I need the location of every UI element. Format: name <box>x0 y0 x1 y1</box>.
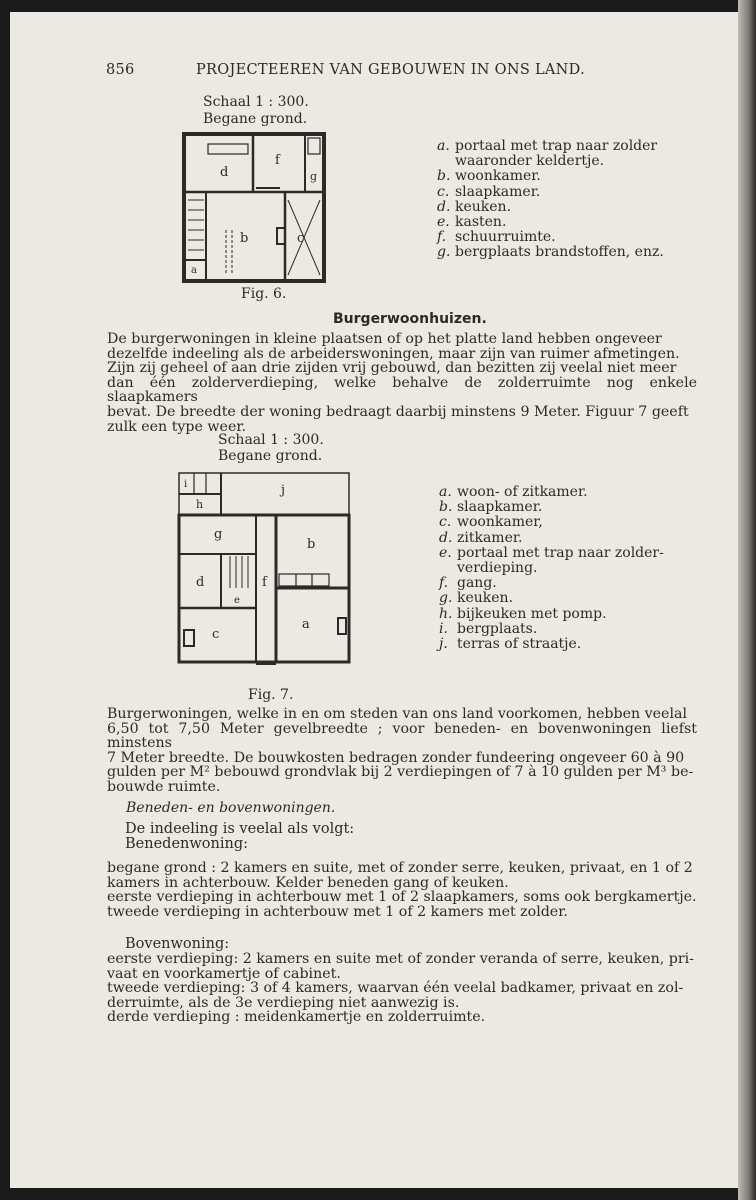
fig7-label-g: g <box>214 527 223 542</box>
fig6-caption: Fig. 6. <box>241 286 287 302</box>
bovenwoning-list: eerste verdieping: 2 kamers en suite met of zonder veranda of serre, keuken, pri- vaat en voorkamertje of cabinet. tweede verdieping: 3 of 4 kamers, waarvan één veelal badkamer, privaat en zol- derruimte, als de 3e verdieping niet aanwezig is. derde verdieping : meidenkamertje en zolderruimte. <box>107 951 694 1026</box>
fig6-floorplan <box>180 130 330 285</box>
benedenwoning-list: begane grond : 2 kamers en suite, met of zonder serre, keuken, privaat, en 1 of 2 kamers in achterbouw. Kelder beneden gang of keuken. eerste verdieping in achterbouw met 1 of 2 slaapkamers, soms ook bergkamertje. tweede verdieping in achterbouw met 1 of 2 kamers met zolder. <box>107 860 697 920</box>
fig7-label-b: b <box>307 537 316 552</box>
benedenwoning-label: Benedenwoning: <box>125 836 248 852</box>
fig7-label-e: e <box>234 595 240 606</box>
fig7-label-c: c <box>212 627 220 642</box>
fig7-legend-item: h. bijkeuken met pomp. <box>439 605 607 622</box>
bovenwoning-label: Bovenwoning: <box>125 936 230 952</box>
fig7-legend-item: j. terras of straatje. <box>439 636 582 653</box>
boven-intro: De indeeling is veelal als volgt: <box>125 821 355 837</box>
fig6-label-c: c <box>297 231 305 246</box>
fig7-legend <box>439 485 664 652</box>
fig7-legend-item: b. slaapkamer. <box>439 499 543 516</box>
fig7-legend-item: verdieping. <box>457 560 538 577</box>
fig7-label-h: h <box>196 498 204 511</box>
fig7-label-i: i <box>184 479 188 490</box>
fig7-legend-item: e. portaal met trap naar zolder- <box>439 544 664 561</box>
fig7-scale: Schaal 1 : 300. <box>218 432 324 448</box>
fig7-legend-item: d. zitkamer. <box>439 529 523 546</box>
section-heading-boven: Beneden- en bovenwoningen. <box>126 800 336 816</box>
fig6-legend-item: f. schuurruimte. <box>437 229 556 246</box>
page-edge <box>738 0 756 1200</box>
fig6-label-a: a <box>191 265 197 276</box>
fig6-legend-item: c. slaapkamer. <box>437 183 541 200</box>
fig7-legend-item: g. keuken. <box>439 590 514 607</box>
fig7-label-f: f <box>262 575 267 590</box>
fig7-label-a: a <box>302 617 310 632</box>
fig6-floor: Begane grond. <box>203 111 308 127</box>
fig7-legend-item: a. woon- of zitkamer. <box>439 484 588 500</box>
fig7-caption: Fig. 7. <box>248 687 294 703</box>
fig7-legend-item: c. woonkamer, <box>439 514 543 531</box>
fig6-legend-item: b. woonkamer. <box>437 168 541 185</box>
fig6-legend-item: a. portaal met trap naar zolder <box>437 138 658 154</box>
fig6-scale: Schaal 1 : 300. <box>203 94 309 110</box>
page-number: 856 <box>106 62 135 78</box>
paragraph-costs: Burgerwoningen, welke in en om steden van ons land voorkomen, hebben veelal 6,50 tot 7,50 Meter gevelbreedte ; voor beneden- en bovenwoningen liefst minstens 7 Meter breedte. De bouwkosten bedragen zonder fundeering ongeveer 60 à 90 gulden per M² bebouwd grondvlak bij 2 verdiepingen of 7 à 10 gulden per M³ be- bouwde ruimte. <box>107 706 697 795</box>
paragraph-burger: De burgerwoningen in kleine plaatsen of op het platte land hebben ongeveer dezelfde indeeling als de arbeiderswoningen, maar zijn van ruimer afmetingen. Zijn zij geheel of aan drie zijden vrij gebouwd, dan bezitten zij veelal niet meer dan één zolderverdieping, welke behalve de zolderruimte nog enkele slaapkamers bevat. De breedte der woning bedraagt daarbij minstens 9 Meter. Figuur 7 geeft zulk een type weer. <box>107 331 697 435</box>
fig7-legend-item: i. bergplaats. <box>439 620 538 637</box>
fig6-label-d: d <box>220 165 229 180</box>
fig7-label-d: d <box>196 575 205 590</box>
section-heading-burger: Burgerwoonhuizen. <box>333 311 487 327</box>
fig7-label-j: j <box>281 483 286 498</box>
running-title: PROJECTEEREN VAN GEBOUWEN IN ONS LAND. <box>196 62 585 78</box>
fig6-label-b: b <box>240 231 249 246</box>
fig6-legend-item: e. kasten. <box>437 214 507 231</box>
fig6-label-f: f <box>275 153 280 168</box>
fig6-legend-item: waaronder keldertje. <box>455 153 605 170</box>
fig7-floorplan <box>176 470 356 670</box>
fig6-label-g: g <box>310 170 318 183</box>
fig7-floor: Begane grond. <box>218 448 323 464</box>
fig7-legend-item: f. gang. <box>439 575 497 592</box>
fig6-legend-item: g. bergplaats brandstoffen, enz. <box>437 244 664 261</box>
fig6-legend-item: d. keuken. <box>437 198 512 215</box>
fig6-legend <box>437 139 664 261</box>
